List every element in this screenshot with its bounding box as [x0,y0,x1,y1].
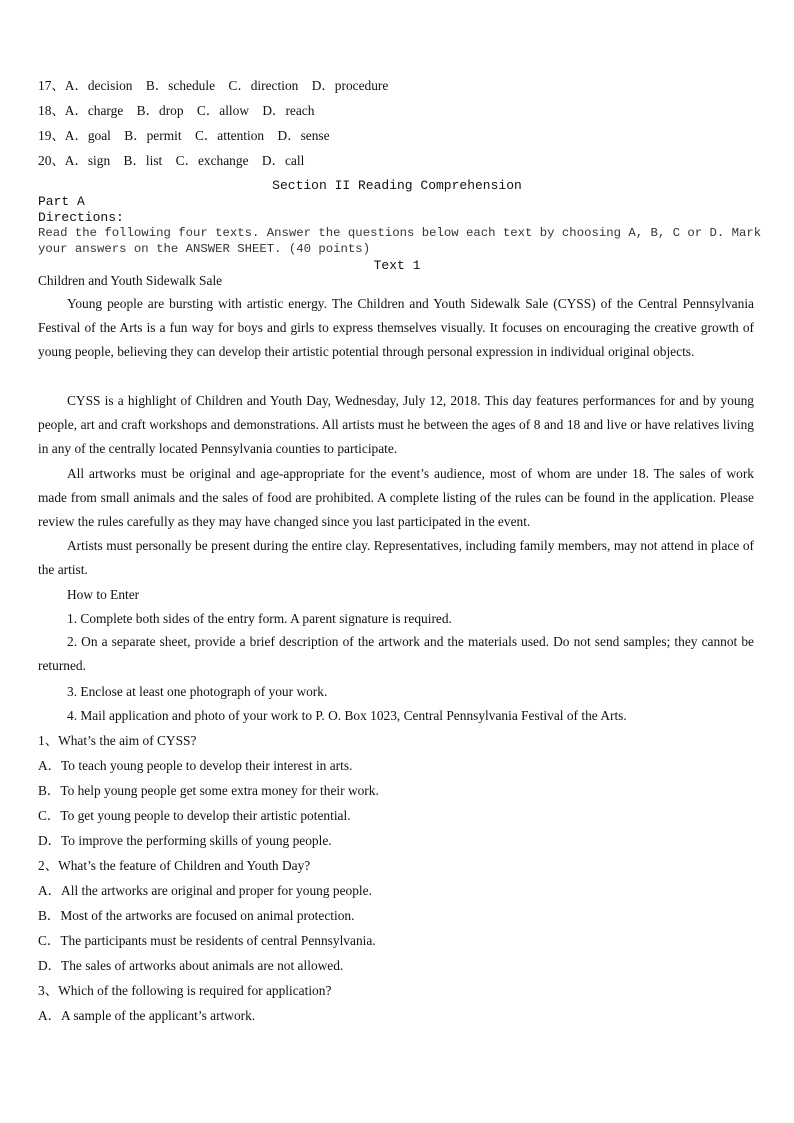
answer-option: A．All the artworks are original and proper for young people. [38,883,372,898]
step-item: 3. Enclose at least one photograph of your work. [67,684,328,699]
passage-paragraph: All artworks must be original and age-appropriate for the event’s audience, most of whom are under 18. The sales of work made from small animals and the sales of food are prohibited. A complete listing of the rules can be found in the application. Please review the rules carefully as they may have changed since you last participated in the event. [38,466,754,530]
question-stem: 1、What’s the aim of CYSS? [38,733,197,748]
question-stem: 3、Which of the following is required for application? [38,983,332,998]
answer-option: A．A sample of the applicant’s artwork. [38,1008,256,1023]
passage-paragraph: Artists must personally be present during the entire clay. Representatives, including family members, may not attend in place of the artist. [38,538,754,578]
answer-option: D．The sales of artworks about animals are not allowed. [38,958,344,973]
directions-line-1: Read the following four texts. Answer the questions below each text by choosing A, B, C or D. Mark [38,226,762,240]
how-to-enter-heading: How to Enter [67,587,140,602]
question-stem: 2、What’s the feature of Children and Youth Day? [38,858,311,873]
answer-option: B．Most of the artworks are focused on animal protection. [38,908,355,923]
answer-option: D．To improve the performing skills of young people. [38,833,332,848]
step-item: 1. Complete both sides of the entry form. A parent signature is required. [67,611,452,626]
vocab-option-18: 18、A．charge B．drop C．allow D．reach [38,103,315,118]
passage-title: Children and Youth Sidewalk Sale [38,273,223,288]
answer-option: C．The participants must be residents of central Pennsylvania. [38,933,376,948]
vocab-option-20: 20、A．sign B．list C．exchange D．call [38,153,305,168]
vocab-option-17: 17、A．decision B．schedule C．direction D．procedure [38,78,389,93]
step-item: 2. On a separate sheet, provide a brief description of the artwork and the materials used. Do not send samples; they cannot be returned. [38,634,754,674]
text-label: Text 1 [373,258,421,273]
answer-option: B．To help young people get some extra money for their work. [38,783,379,798]
answer-option: A．To teach young people to develop their interest in arts. [38,758,353,773]
part-label: Part A [38,194,85,209]
section-title: Section II Reading Comprehension [272,178,522,193]
passage-paragraph: Young people are bursting with artistic energy. The Children and Youth Sidewalk Sale (CYSS) of the Central Pennsylvania Festival of the Arts is a fun way for boys and girls to express themselves visually. It focuses on encouraging the creative growth of young people, believing they can develop their artistic potential through personal expression in individual original objects. [38,296,754,360]
directions-label: Directions: [38,210,124,225]
vocab-option-19: 19、A．goal B．permit C．attention D．sense [38,128,330,143]
answer-option: C．To get young people to develop their artistic potential. [38,808,351,823]
directions-line-2: your answers on the ANSWER SHEET. (40 points) [38,242,371,256]
passage-paragraph: CYSS is a highlight of Children and Youth Day, Wednesday, July 12, 2018. This day features performances for and by young people, art and craft workshops and demonstrations. All artists must he between the ages of 8 and 18 and live or have relatives living in any of the centrally located Pennsylvania counties to participate. [38,393,754,457]
step-item: 4. Mail application and photo of your work to P. O. Box 1023, Central Pennsylvania Festival of the Arts. [67,708,627,723]
